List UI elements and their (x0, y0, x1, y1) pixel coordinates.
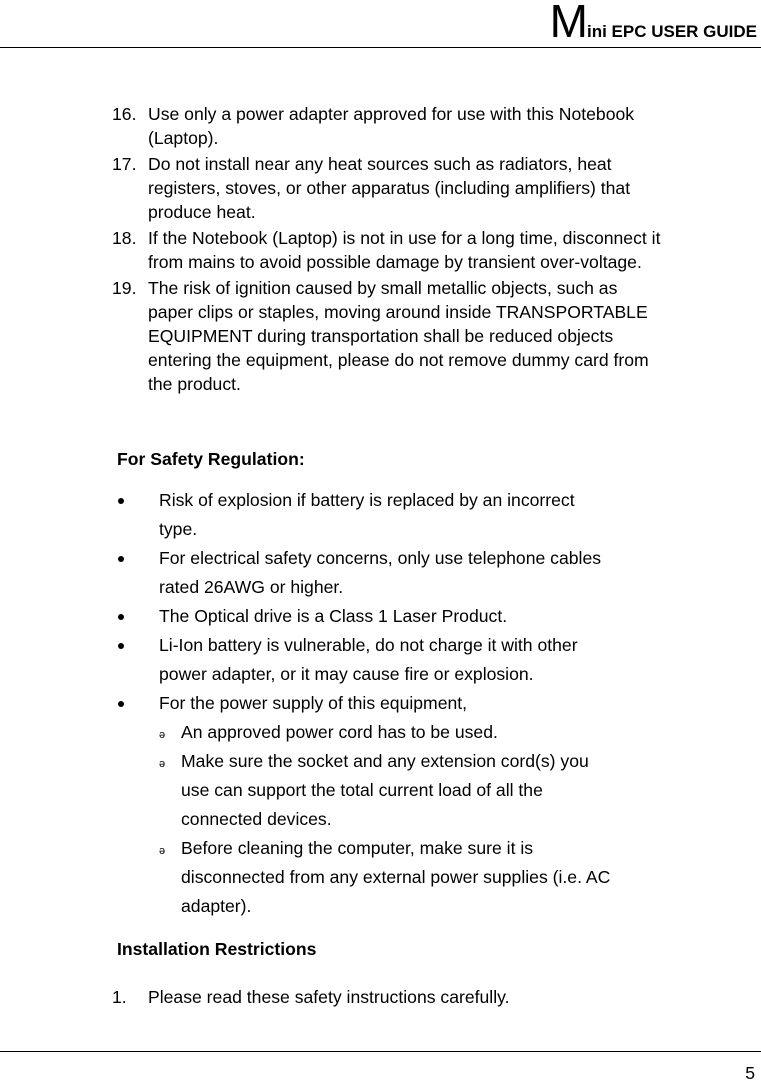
page-number: 5 (745, 1063, 755, 1083)
page-header (0, 0, 761, 48)
bullet-dot-icon (118, 498, 124, 504)
installation-restrictions-heading: Installation Restrictions (117, 939, 317, 959)
safety-regulation-heading: For Safety Regulation: (117, 449, 305, 469)
bullet-text: Risk of explosion if battery is replaced by an incorrect type. (159, 490, 575, 539)
sub-bullet-icon: ə (159, 729, 166, 741)
footer-rule (0, 1051, 761, 1052)
safety-bullet-list (117, 486, 737, 921)
item-text: The risk of ignition caused by small metallic objects, such as paper clips or staples, moving around inside TRANSPORTABLE EQUIPMENT during transportation shall be reduced objects entering the equipment, please do not remove dummy card from the product. (148, 278, 649, 394)
list-item (112, 152, 761, 224)
item-number: 1. (112, 987, 127, 1007)
item-number: 16. (112, 104, 137, 124)
sub-bullet-icon: ə (159, 845, 166, 857)
item-text: Use only a power adapter approved for use with this Notebook (Laptop). (148, 104, 635, 148)
bullet-dot-icon (118, 701, 124, 707)
bullet-text: For electrical safety concerns, only use telephone cables rated 26AWG or higher. (159, 548, 602, 597)
item-text: If the Notebook (Laptop) is not in use for a long time, disconnect it from mains to avoid possible damage by transient over-voltage. (148, 228, 661, 272)
list-item (112, 102, 761, 150)
bullet-item (117, 602, 737, 631)
item-text: Please read these safety instructions carefully. (148, 987, 510, 1007)
item-number: 17. (112, 154, 137, 174)
header-title (549, 0, 757, 47)
header-title-rest: ini EPC USER GUIDE (586, 22, 757, 41)
sub-bullet-item (159, 718, 737, 747)
power-supply-sub-list (159, 718, 737, 921)
sub-bullet-icon: ə (159, 758, 166, 770)
bullet-text: For the power supply of this equipment, (159, 693, 468, 713)
installation-list-item (112, 987, 510, 1008)
sub-bullet-text: Before cleaning the computer, make sure it is disconnected from any external power supplies (i.e. AC adapter). (181, 838, 611, 916)
sub-bullet-text: Make sure the socket and any extension cord(s) you use can support the total current load of all the connected devices. (181, 751, 589, 829)
sub-bullet-text: An approved power cord has to be used. (181, 722, 498, 742)
item-number: 18. (112, 228, 137, 248)
list-item (112, 226, 761, 274)
bullet-item (117, 689, 737, 921)
bullet-dot-icon (118, 614, 124, 620)
bullet-text: The Optical drive is a Class 1 Laser Product. (159, 606, 508, 626)
bullet-item (117, 631, 737, 689)
item-text: Do not install near any heat sources such as radiators, heat registers, stoves, or other apparatus (including amplifiers) that produce heat. (148, 154, 631, 222)
item-number: 19. (112, 278, 137, 298)
numbered-list (112, 102, 761, 398)
bullet-item (117, 486, 737, 544)
sub-bullet-item (159, 834, 737, 921)
bullet-dot-icon (118, 556, 124, 562)
bullet-dot-icon (118, 643, 124, 649)
bullet-text: Li-Ion battery is vulnerable, do not charge it with other power adapter, or it may cause fire or explosion. (159, 635, 578, 684)
bullet-item (117, 544, 737, 602)
list-item (112, 276, 761, 396)
header-title-initial: M (549, 0, 587, 47)
sub-bullet-item (159, 747, 737, 834)
